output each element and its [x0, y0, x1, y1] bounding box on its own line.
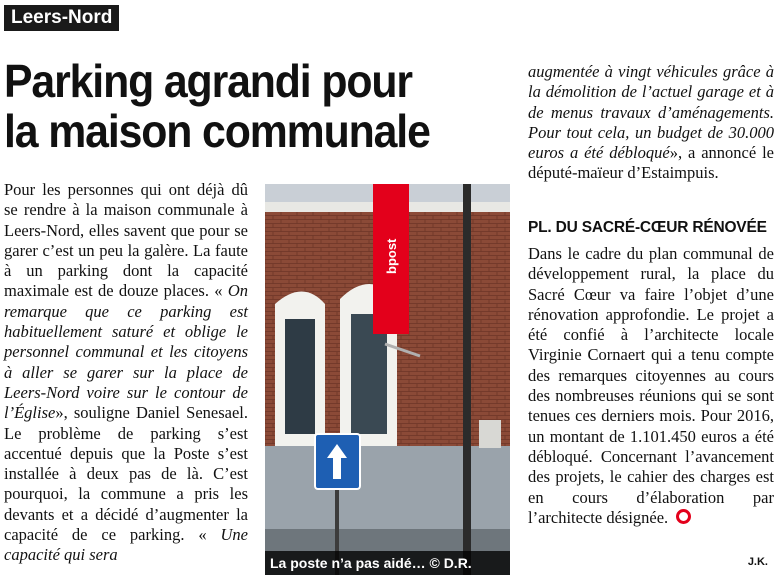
article-column-3-bottom — [528, 244, 774, 528]
article-column-3-top — [528, 62, 774, 184]
text-run: On remarque que ce parking est habituellement saturé et oblige le personnel communal et les citoyens à aller se garer sur la place de Leers-Nord voire sur le contour de l’Église — [4, 281, 248, 423]
section-kicker: Leers-Nord — [4, 5, 119, 31]
text-run: », a annoncé le député-maïeur d’Estaimpuis. — [528, 143, 774, 183]
text-run: », souligne Daniel Senesael. Le problème de parking s’est accentué depuis que la Poste s’est installée à deux pas de là. C’est pourquoi, la commune a pris les devants et a décidé d’augmenter la capacité de ce parking. « — [4, 403, 248, 545]
photo-caption: La poste n’a pas aidé… © D.R. — [265, 551, 510, 575]
bpost-sign-text: bpost — [384, 238, 399, 274]
subheading: PL. DU SACRÉ-CŒUR RÉNOVÉE — [528, 219, 767, 236]
text-run: Une capacité qui sera — [4, 525, 248, 565]
end-of-article-icon — [676, 509, 691, 524]
text-run: augmentée à vingt véhicules grâce à la démolition de l’actuel garage et à de menus travaux d’aménagements. Pour tout cela, un budget de 30.000 euros a été débloqué — [528, 62, 774, 163]
author-signature: J.K. — [747, 556, 768, 568]
headline: Parking agrandi pour la maison communale — [4, 55, 430, 157]
text-run: Pour les personnes qui ont déjà dû se rendre à la maison communale à Leers-Nord, elles savent que pour se garer c’est un peu la galère. La faute à un parking dont la capacité maximale est de douze places. « — [4, 180, 248, 301]
article-column-3-text: Dans le cadre du plan communal de développement rural, la place du Sacré Cœur va faire l’objet d’une rénovation approfondie. Le projet a été confié à l’architecte locale Virginie Cornaert qui a tenu compte des remarques citoyennes au cours des nombreuses réunions qui se sont tenues ces derniers mois. Pour 2016, un montant de 1.101.450 euros a été débloqué. Concernant l’avancement des projets, le cahier des charges est en cours d’élaboration par l’architecte désignée. — [528, 244, 774, 527]
article-column-1 — [4, 180, 248, 566]
article-photo — [265, 184, 510, 575]
